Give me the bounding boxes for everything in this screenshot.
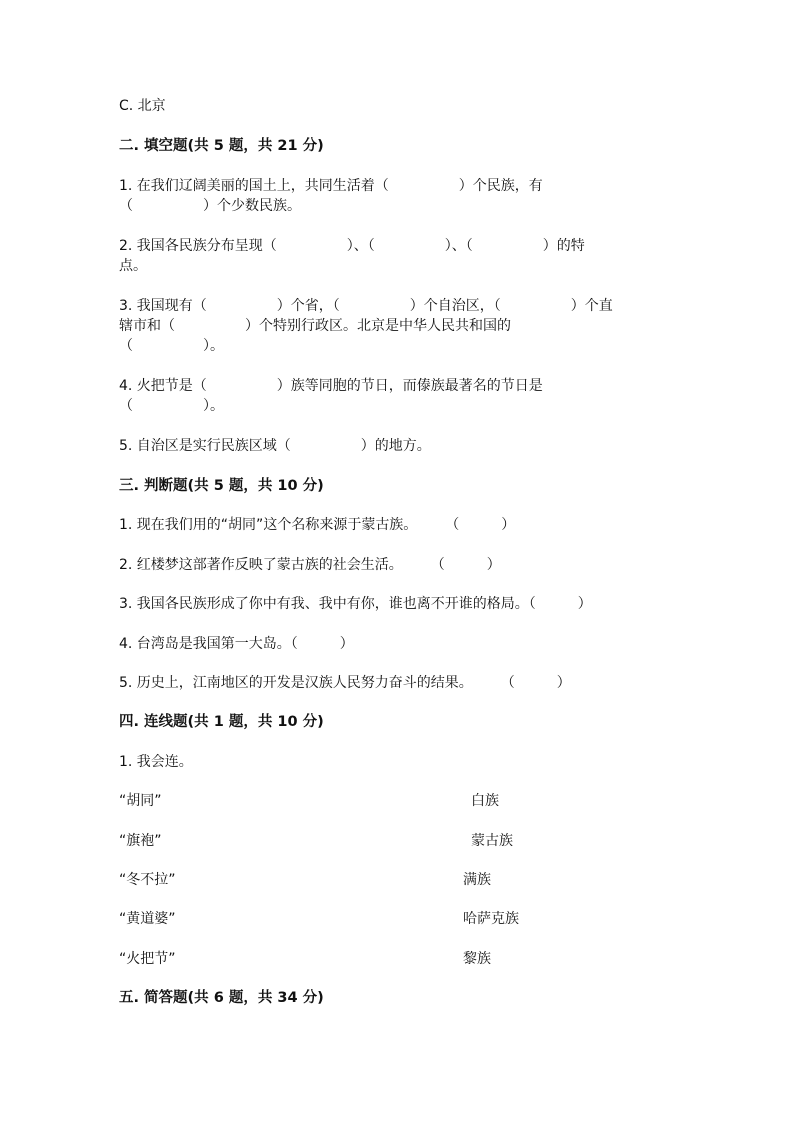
judge-item-1: 1. 现在我们用的“胡同”这个名称来源于蒙古族。 （ ）	[119, 517, 516, 533]
fill-q3-line3: （ ）。	[119, 338, 224, 354]
judge-item-2: 2. 红楼梦这部著作反映了蒙古族的社会生活。 （ ）	[119, 557, 501, 573]
fill-q2-line2: 点。	[119, 258, 147, 274]
option-c-text: C. 北京	[119, 98, 166, 114]
section-fill-in-heading: 二. 填空题(共 5 题，共 21 分)	[119, 138, 324, 154]
match-left-item: “胡同”	[119, 793, 162, 809]
judge-item-4: 4. 台湾岛是我国第一大岛。（ ）	[119, 636, 354, 652]
fill-q4-line1: 4. 火把节是（ ）族等同胞的节日，而傣族最著名的节日是	[119, 378, 543, 394]
match-left-item: “旗袍”	[119, 833, 162, 849]
match-left-item: “冬不拉”	[119, 872, 176, 888]
match-right-item: 白族	[471, 793, 499, 809]
fill-q3-line1: 3. 我国现有（ ）个省，（ ）个自治区，（ ）个直	[119, 298, 613, 314]
fill-q1-line2: （ ）个少数民族。	[119, 198, 301, 214]
fill-q4-line2: （ ）。	[119, 398, 224, 414]
fill-q1-line1: 1. 在我们辽阔美丽的国土上，共同生活着（ ）个民族，有	[119, 178, 543, 194]
match-right-item: 黎族	[463, 951, 491, 967]
fill-q2-line1: 2. 我国各民族分布呈现（ ）、（ ）、（ ）的特	[119, 238, 585, 254]
judge-item-5: 5. 历史上，江南地区的开发是汉族人民努力奋斗的结果。 （ ）	[119, 675, 571, 691]
match-right-item: 满族	[463, 872, 491, 888]
section-judge-heading: 三. 判断题(共 5 题，共 10 分)	[119, 478, 324, 494]
judge-item-3: 3. 我国各民族形成了你中有我、我中有你，谁也离不开谁的格局。（ ）	[119, 596, 592, 612]
fill-q5: 5. 自治区是实行民族区域（ ）的地方。	[119, 438, 431, 454]
fill-q3-line2: 辖市和（ ）个特别行政区。北京是中华人民共和国的	[119, 318, 511, 334]
match-left-item: “火把节”	[119, 951, 176, 967]
match-question: 1. 我会连。	[119, 754, 193, 770]
match-right-item: 哈萨克族	[463, 911, 519, 927]
section-short-answer-heading: 五. 简答题(共 6 题，共 34 分)	[119, 990, 324, 1006]
match-left-item: “黄道婆”	[119, 911, 176, 927]
section-match-heading: 四. 连线题(共 1 题，共 10 分)	[119, 714, 324, 730]
match-right-item: 蒙古族	[471, 833, 513, 849]
